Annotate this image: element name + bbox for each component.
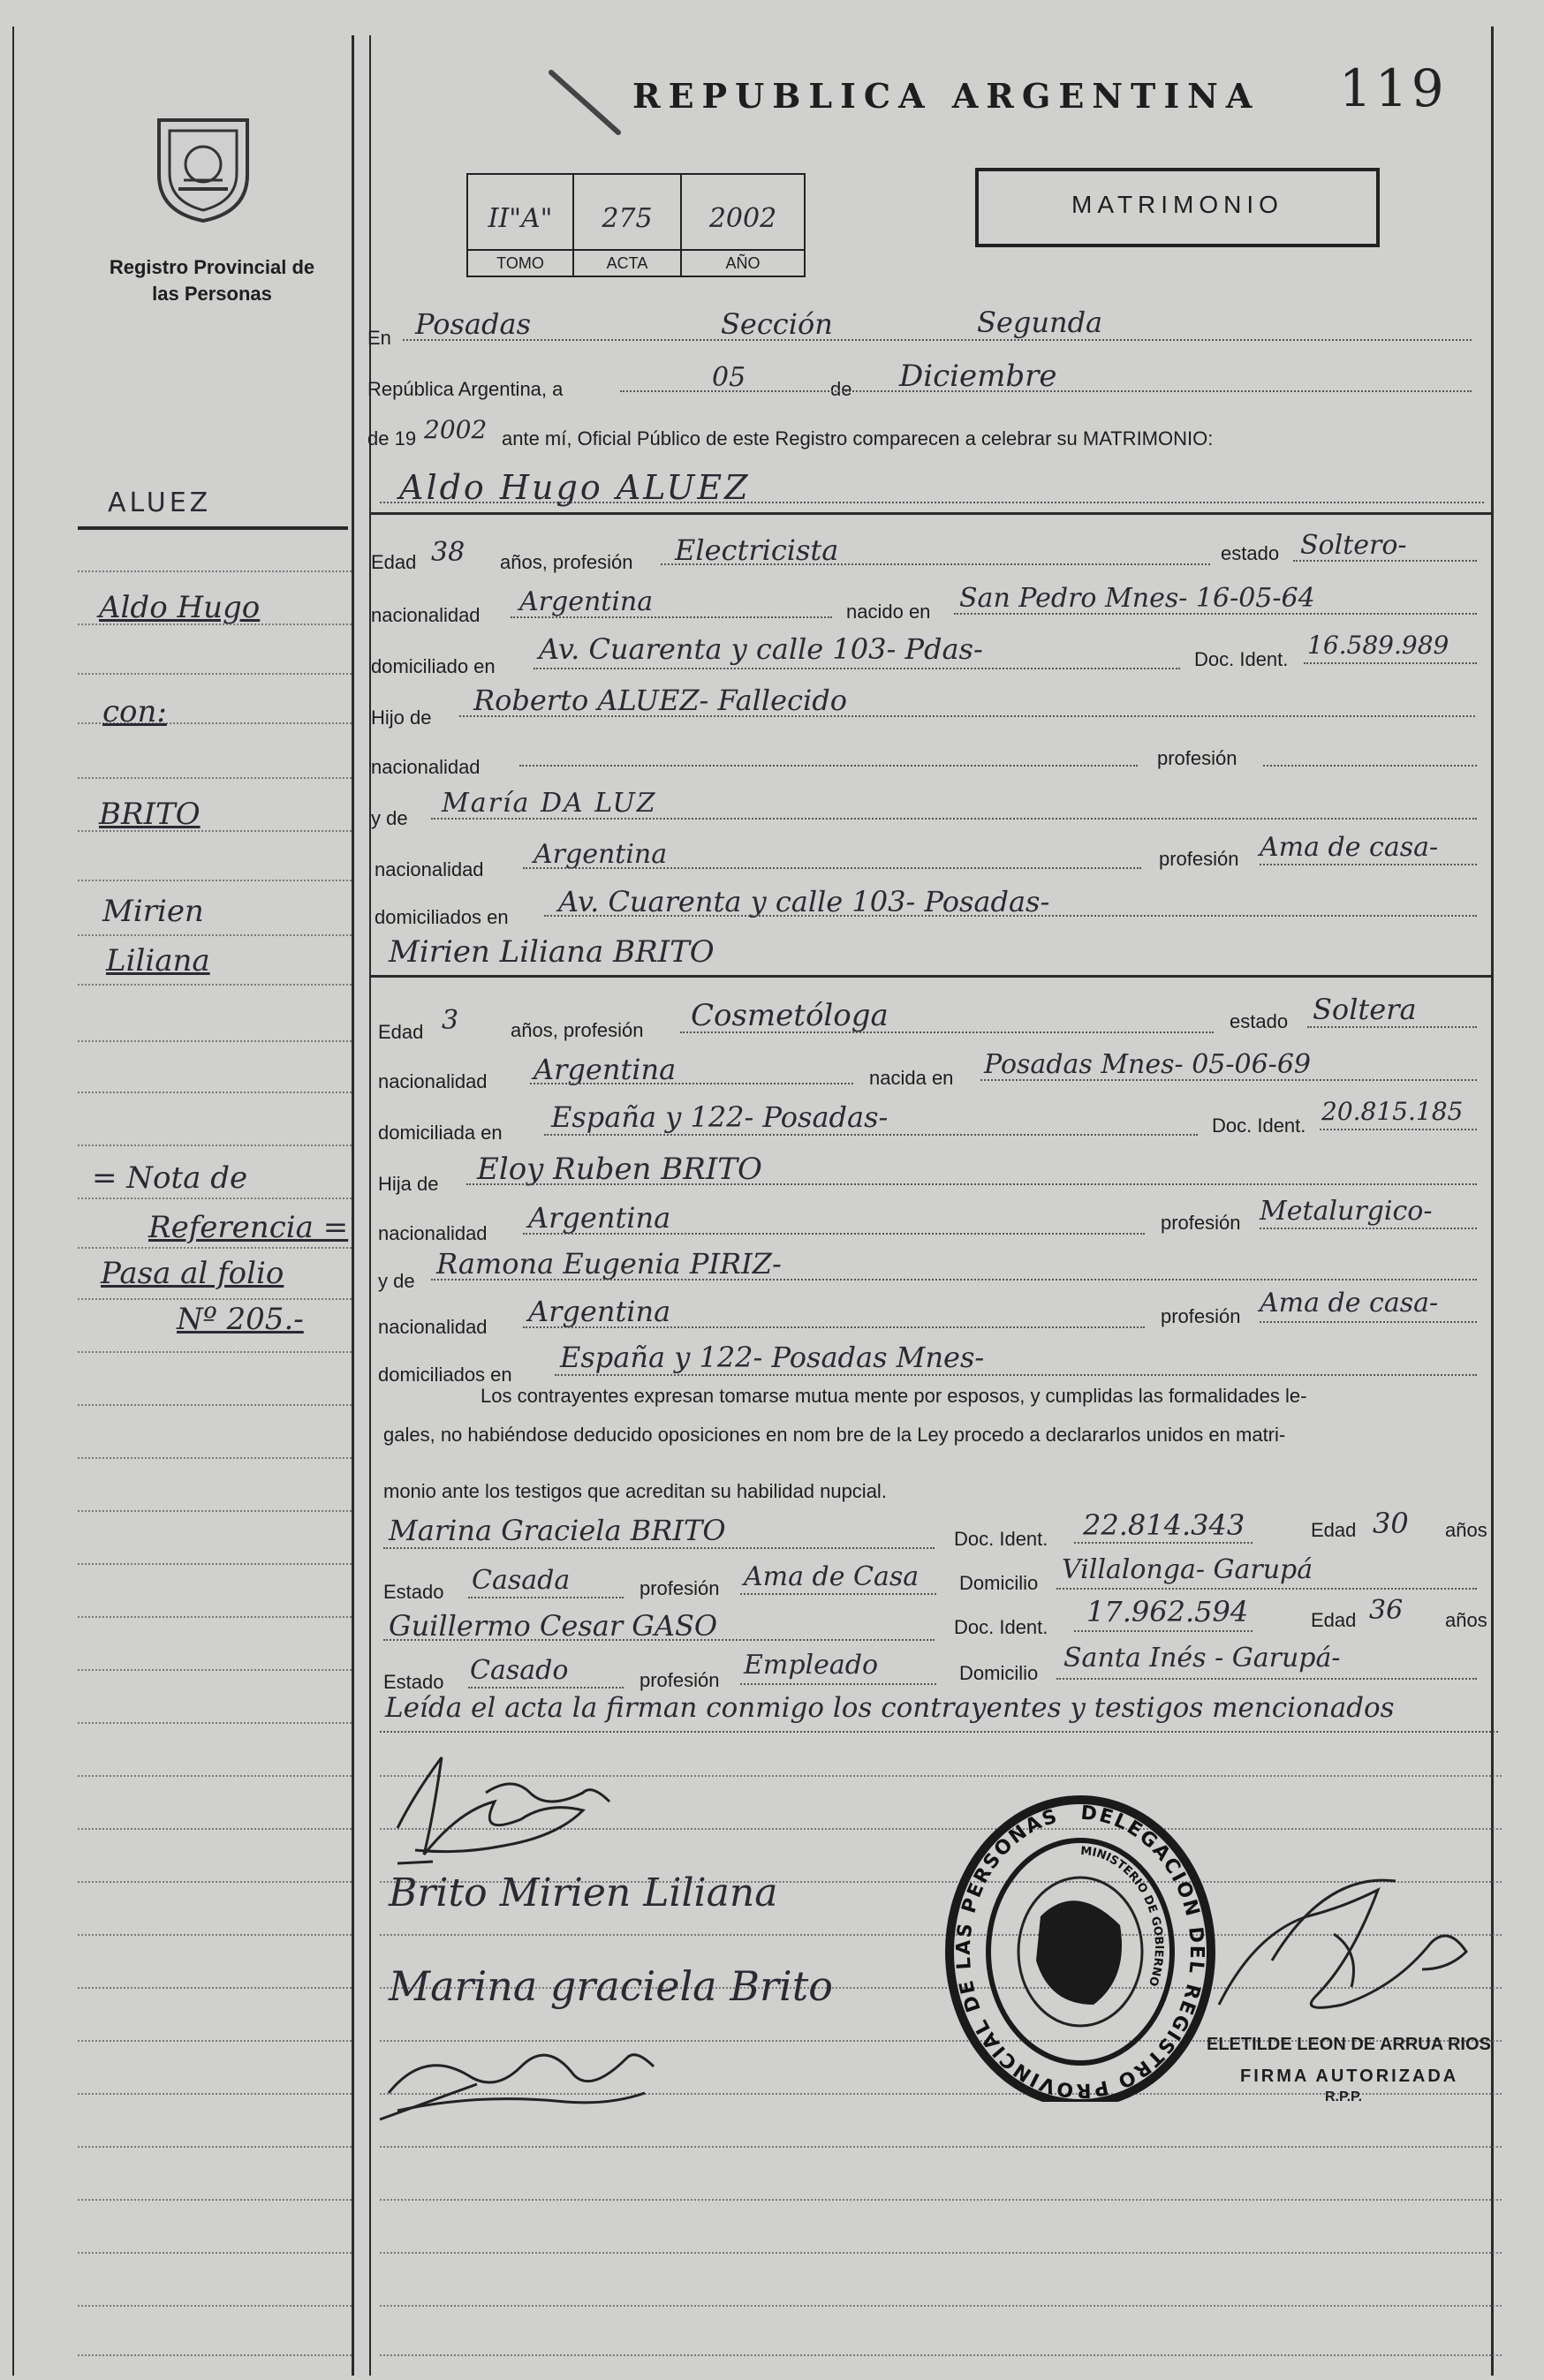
bride-nationality: Argentina [534,1053,677,1086]
label-groom-nacionalidad: nacionalidad [371,604,481,626]
margin-surname: ALUEZ [108,487,212,518]
label-groom-mother-profesion: profesión [1159,848,1239,870]
label-groom-domiciliado: domiciliado en [371,655,496,677]
ano-value: 2002 [708,203,777,234]
signature-groom [380,1740,645,1881]
bride-birth: Posadas Mnes- 05-06-69 [984,1049,1311,1080]
label-witness1-edad: Edad [1311,1519,1357,1541]
margin-note-line3: Pasa al folio [101,1256,284,1291]
country-title: REPUBLICA ARGENTINA [632,76,1260,116]
label-witness1-domicilio: Domicilio [959,1572,1039,1594]
bride-mother: Ramona Eugenia PIRIZ- [436,1247,782,1281]
act-type: MATRIMONIO [1071,191,1283,218]
witness2-age: 36 [1369,1595,1404,1626]
official-signature [1201,1855,1493,2049]
acta-value: 275 [602,203,653,234]
groom-status: Soltero- [1300,530,1407,561]
label-witness1-doc: Doc. Ident. [954,1528,1048,1550]
witness2-doc: 17.962.594 [1086,1595,1249,1628]
label-de19: de 19 [367,427,417,450]
label-groom-domiciliados: domiciliados en [375,906,509,928]
day: 05 [712,362,746,393]
groom-birth: San Pedro Mnes- 16-05-64 [959,583,1315,614]
svg-text:DELEGACION DEL REGISTRO PROVIN: DELEGACION DEL REGISTRO PROVINCIAL DE LAS PERSONAS [952,1802,1208,2102]
provincial-seal [152,113,254,224]
label-witness2-domicilio: Domicilio [959,1662,1039,1684]
groom-mother-nationality: Argentina [534,839,668,870]
label-bride-domiciliados: domiciliados en [378,1364,512,1386]
witness2-address: Santa Inés - Garupá- [1063,1643,1341,1674]
groom-age: 38 [431,537,465,568]
bride-full-name: Mirien Liliana BRITO [389,934,715,970]
ano-label: AÑO [682,249,804,273]
label-groom-y-de: y de [371,807,408,829]
declaration-line1: Los contrayentes expresan tomarse mutua mente por esposos, y cumplidas las formalidades le- [481,1385,1307,1407]
declaration-line3: monio ante los testigos que acreditan su habilidad nupcial. [383,1480,887,1502]
bride-profession: Cosmetóloga [691,998,889,1033]
tomo-box [466,173,806,277]
declaration-line2: gales, no habiéndose deducido oposiciones en nom bre de la Ley procedo a declararlos unidos en matri- [383,1424,1286,1446]
signature-witness2 [371,2031,662,2128]
witness2-name: Guillermo Cesar GASO [389,1609,718,1643]
groom-mother-profession: Ama de casa- [1260,832,1439,863]
label-bride-edad: Edad [378,1021,424,1043]
bride-mother-profession: Ama de casa- [1260,1288,1439,1318]
bride-father: Eloy Ruben BRITO [477,1152,762,1187]
margin-name2a: Mirien [102,894,204,929]
label-witness2-doc: Doc. Ident. [954,1616,1048,1638]
label-bride-nacida: nacida en [869,1067,954,1089]
label-groom-mother-nacionalidad: nacionalidad [375,858,484,880]
label-bride-mother-nacionalidad: nacionalidad [378,1316,488,1338]
label-groom-father-nacionalidad: nacionalidad [371,756,481,778]
city: Posadas [415,307,531,341]
signature-bride: Brito Mirien Liliana [389,1870,778,1915]
pen-mark [546,65,625,140]
official-name: ELETILDE LEON DE ARRUA RIOS [1207,2035,1491,2054]
witness1-profession: Ama de Casa [744,1561,920,1592]
label-ante-mi: ante mí, Oficial Público de este Registro comparecen a celebrar su MATRIMONIO: [502,427,1214,450]
witness2-profession: Empleado [744,1650,879,1681]
label-bride-nacionalidad: nacionalidad [378,1070,488,1092]
label-witness1-anos: años [1445,1519,1487,1541]
folio-number: 119 [1339,58,1448,118]
label-witness2-profesion: profesión [640,1669,720,1691]
official-title: FIRMA AUTORIZADA [1240,2066,1459,2086]
bride-parents-address: España y 122- Posadas Mnes- [560,1341,985,1374]
official-stamp [943,1784,1217,2102]
bride-mother-nationality: Argentina [528,1295,671,1328]
margin-note-line1: = Nota de [92,1160,248,1196]
margin-surname2: BRITO [99,797,201,832]
label-bride-anos-profesion: años, profesión [511,1019,644,1041]
label-bride-father-nacionalidad: nacionalidad [378,1222,488,1244]
bride-address: España y 122- Posadas- [551,1100,889,1134]
label-hijo-de: Hijo de [371,706,432,729]
label-witness1-estado: Estado [383,1581,444,1603]
groom-address: Av. Cuarenta y calle 103- Pdas- [539,632,983,666]
registry-name: Registro Provincial de las Personas [109,256,315,305]
label-groom-anos-profesion: años, profesión [500,551,633,573]
bride-father-profession: Metalurgico- [1260,1196,1433,1227]
tomo-value: II"A" [488,203,553,234]
groom-parents-address: Av. Cuarenta y calle 103- Posadas- [558,885,1050,918]
groom-full-name: Aldo Hugo ALUEZ [399,468,751,507]
label-bride-estado: estado [1230,1010,1289,1032]
label-bride-father-profesion: profesión [1161,1212,1241,1234]
bride-doc: 20.815.185 [1321,1097,1464,1126]
groom-mother: María DA LUZ [442,788,657,819]
witness1-status: Casada [472,1565,571,1596]
acta-label: ACTA [574,249,680,273]
margin-note-line4: Nº 205.- [177,1302,304,1337]
witness1-address: Villalonga- Garupá [1062,1554,1313,1585]
label-groom-nacido: nacido en [846,601,931,623]
margin-name2b: Liliana [106,943,210,978]
bride-status: Soltera [1313,993,1417,1026]
month: Diciembre [899,359,1057,394]
witness1-doc: 22.814.343 [1083,1508,1245,1542]
groom-father: Roberto ALUEZ- Fallecido [473,684,847,717]
label-en: En [367,327,391,349]
margin-name1: Aldo Hugo [99,590,261,625]
margin-con: con: [102,694,167,729]
closing-text: Leída el acta la firman conmigo los contrayentes y testigos mencionados [385,1692,1395,1724]
year-suffix: 2002 [424,415,488,444]
witness1-name: Marina Graciela BRITO [389,1514,726,1547]
bride-age: 3 [442,1005,459,1036]
label-republica: República Argentina, a [367,378,564,400]
label-groom-doc: Doc. Ident. [1194,648,1289,670]
tomo-label: TOMO [468,249,572,273]
label-bride-mother-profesion: profesión [1161,1305,1241,1327]
label-bride-y-de: y de [378,1270,415,1292]
official-abbr: R.P.P. [1325,2089,1363,2104]
groom-profession: Electricista [675,533,839,567]
label-witness2-anos: años [1445,1609,1487,1631]
label-groom-estado: estado [1221,542,1280,564]
label-groom-father-profesion: profesión [1157,747,1237,769]
bride-father-nationality: Argentina [528,1201,671,1235]
margin-note-line2: Referencia = [148,1210,349,1245]
label-witness2-edad: Edad [1311,1609,1357,1631]
label-groom-edad: Edad [371,551,417,573]
witness2-status: Casado [470,1655,569,1686]
label-bride-doc: Doc. Ident. [1212,1114,1306,1137]
label-witness2-estado: Estado [383,1671,444,1693]
act-type-box [975,168,1380,247]
label-witness1-profesion: profesión [640,1577,720,1599]
svg-text:MINISTERIO DE GOBIERNO: MINISTERIO DE GOBIERNO [1079,1844,1166,1988]
label-de: de [830,378,852,400]
groom-nationality: Argentina [519,586,654,617]
label-hija-de: Hija de [378,1173,439,1195]
seccion-value: Segunda [977,306,1103,339]
signature-witness1: Marina graciela Brito [389,1962,833,2010]
witness1-age: 30 [1373,1507,1409,1540]
groom-doc: 16.589.989 [1307,631,1449,660]
label-bride-domiciliada: domiciliada en [378,1122,503,1144]
seccion-word: Sección [721,307,833,341]
